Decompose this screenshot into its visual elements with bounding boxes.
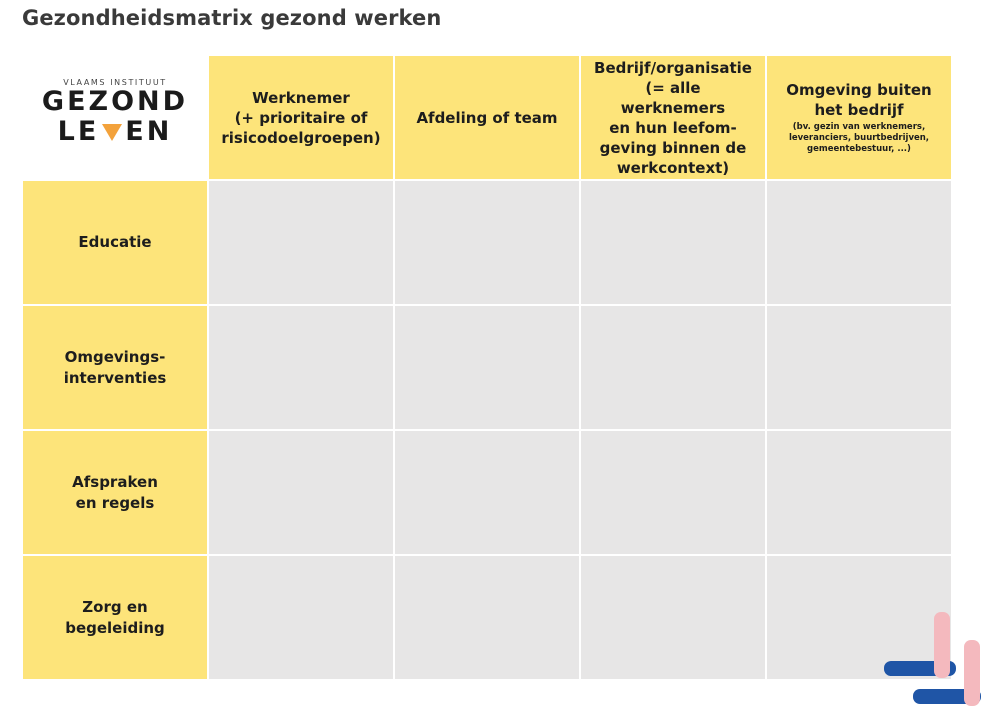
column-header-title: Omgeving buiten het bedrijf: [786, 81, 932, 119]
matrix-cell: [581, 556, 765, 679]
column-header-subtitle: (bv. gezin van werknemers, leveranciers, buurtbedrijven, gemeentebestuur, ...): [788, 122, 930, 154]
row-header-educatie: Educatie: [23, 181, 207, 304]
matrix-cell: [209, 181, 393, 304]
row-header-zorg: Zorg en begeleiding: [23, 556, 207, 679]
matrix-cell: [581, 431, 765, 554]
logo-subtitle: VLAAMS INSTITUUT: [63, 78, 167, 87]
triangle-icon: [101, 122, 123, 142]
matrix-cell: [767, 181, 951, 304]
logo-line-1: GEZOND: [41, 86, 189, 117]
logo-line-2-left: LE: [57, 116, 100, 147]
column-header-werknemer: [209, 56, 393, 179]
matrix-cell: [395, 556, 579, 679]
matrix-cell: [209, 306, 393, 429]
column-header-afdeling: [395, 56, 579, 179]
decorative-pink-bar-right: [964, 640, 980, 706]
matrix-cell: [767, 306, 951, 429]
row-header-omgevingsinterventies: Omgevings- interventies: [23, 306, 207, 429]
logo-line-2-right: EN: [125, 116, 173, 147]
matrix-cell: [581, 306, 765, 429]
logo-line-2: [58, 117, 173, 147]
row-header-afspraken: Afspraken en regels: [23, 431, 207, 554]
matrix-cell: [395, 306, 579, 429]
health-matrix: [23, 56, 951, 679]
matrix-cell: [395, 181, 579, 304]
column-header-omgeving: [767, 56, 951, 179]
column-header-title: Afdeling of team: [416, 108, 558, 127]
matrix-cell: [581, 181, 765, 304]
matrix-cell: [209, 556, 393, 679]
logo: [23, 56, 207, 179]
column-header-bedrijf: [581, 56, 765, 179]
matrix-cell: [767, 431, 951, 554]
column-header-title: Bedrijf/organisatie (= alle werknemers en hun leefom- geving binnen de werkcontext): [594, 58, 752, 177]
page-title: Gezondheidsmatrix gezond werken: [22, 6, 442, 30]
decorative-pink-bar-left: [934, 612, 950, 678]
matrix-cell: [209, 431, 393, 554]
column-header-title: Werknemer (+ prioritaire of risicodoelgroepen): [221, 88, 381, 147]
matrix-cell: [395, 431, 579, 554]
